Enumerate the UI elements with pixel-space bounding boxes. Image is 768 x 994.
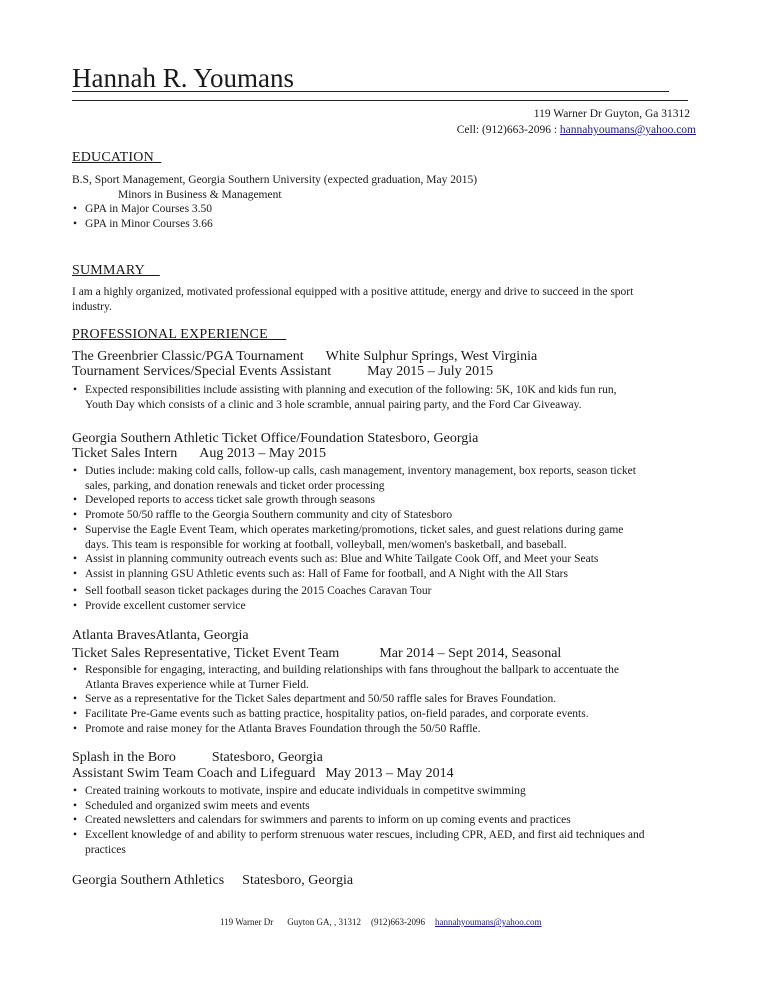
- footer-city: Guyton GA, , 31312: [287, 917, 362, 927]
- summary-line: industry.: [72, 301, 112, 313]
- job-org-line: Atlanta BravesAtlanta, Georgia: [72, 628, 249, 643]
- job-role-line: Ticket Sales Representative, Ticket Event Team Mar 2014 – Sept 2014, Seasonal: [72, 646, 562, 661]
- page-footer: [220, 917, 542, 927]
- footer-address: 119 Warner Dr: [220, 917, 274, 927]
- header-rule: [72, 100, 688, 101]
- resume-name: Hannah R. Youmans: [72, 63, 295, 93]
- experience-heading: PROFESSIONAL EXPERIENCE: [72, 327, 268, 342]
- cell-phone: Cell: (912)663-2096 :: [456, 124, 560, 136]
- footer-email-link[interactable]: hannahyoumans@yahoo.com: [435, 917, 542, 927]
- summary-heading: SUMMARY: [72, 263, 145, 278]
- name-underline: [72, 91, 669, 92]
- education-heading: EDUCATION: [72, 150, 154, 165]
- footer-phone: (912)663-2096: [371, 917, 426, 927]
- job-org-line: Georgia Southern Athletics Statesboro, Georgia: [72, 873, 354, 888]
- education-minors: Minors in Business & Management: [118, 189, 282, 201]
- header-contact: [457, 124, 696, 136]
- job-role-line: Tournament Services/Special Events Assistant May 2015 – July 2015: [72, 364, 494, 379]
- job-role-line: Ticket Sales Intern Aug 2013 – May 2015: [72, 446, 327, 461]
- job-org-line: The Greenbrier Classic/PGA Tournament White Sulphur Springs, West Virginia: [72, 349, 538, 364]
- email-link[interactable]: hannahyoumans@yahoo.com: [559, 124, 696, 136]
- job-org-line: Splash in the Boro Statesboro, Georgia: [72, 750, 323, 765]
- header-address: 119 Warner Dr Guyton, Ga 31312: [533, 108, 690, 120]
- job-org-line: Georgia Southern Athletic Ticket Office/Foundation Statesboro, Georgia: [72, 431, 479, 446]
- job-role-line: Assistant Swim Team Coach and Lifeguard May 2013 – May 2014: [72, 766, 454, 781]
- summary-line: I am a highly organized, motivated professional equipped with a positive attitude, energy and drive to succeed in the sport: [72, 286, 634, 298]
- education-degree: B.S, Sport Management, Georgia Southern University (expected graduation, May 2015): [72, 174, 478, 186]
